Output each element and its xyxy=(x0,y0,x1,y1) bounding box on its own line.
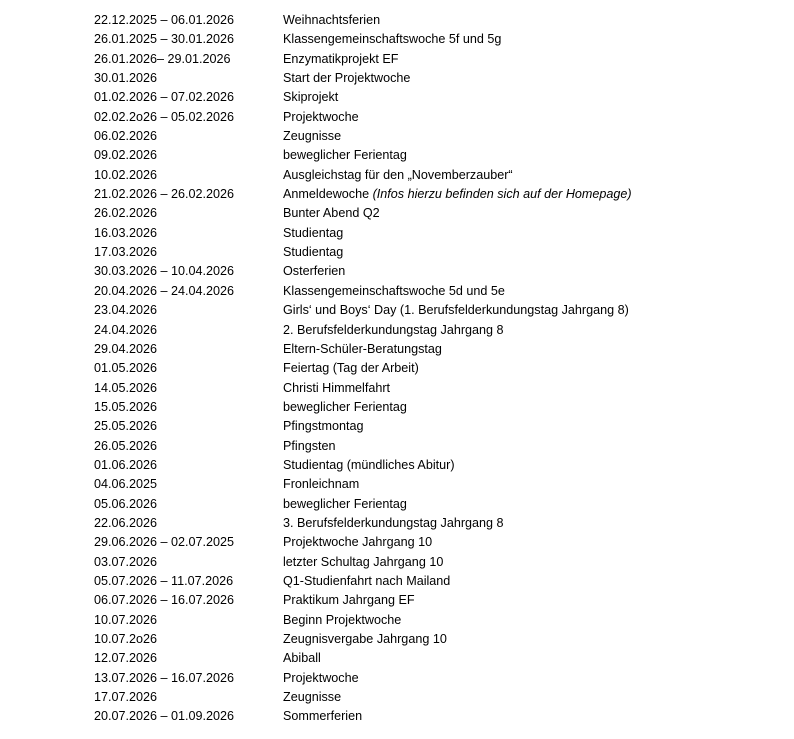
schedule-row xyxy=(94,108,774,127)
schedule-date: 20.04.2026 – 24.04.2026 xyxy=(94,283,235,298)
schedule-event-text: beweglicher Ferientag xyxy=(283,148,407,163)
schedule-event-text: Ausgleichstag für den „Novemberzauber“ xyxy=(283,167,513,182)
schedule-date: 15.05.2026 xyxy=(94,399,158,414)
schedule-event xyxy=(283,30,774,49)
schedule-event-text: Anmeldewoche xyxy=(283,187,373,202)
schedule-date: 14.05.2026 xyxy=(94,380,158,395)
schedule-event xyxy=(283,204,774,223)
schedule-row xyxy=(94,437,774,456)
schedule-event-text: Eltern-Schüler-Beratungstag xyxy=(283,341,442,356)
schedule-row xyxy=(94,707,774,726)
schedule-event-text: Girls‘ und Boys‘ Day (1. Berufsfelderkundungstag Jahrgang 8) xyxy=(283,303,629,318)
schedule-event xyxy=(283,88,774,107)
schedule-row xyxy=(94,69,774,88)
schedule-event-text: Zeugnisse xyxy=(283,129,342,144)
schedule-date: 25.05.2026 xyxy=(94,419,158,434)
schedule-event xyxy=(283,553,774,572)
schedule-row xyxy=(94,11,774,30)
schedule-event-text: Weihnachtsferien xyxy=(283,13,381,27)
schedule-event xyxy=(283,185,774,204)
schedule-event xyxy=(283,688,774,707)
schedule-event-text: Bunter Abend Q2 xyxy=(283,206,380,221)
schedule-date: 22.12.2025 – 06.01.2026 xyxy=(94,13,235,27)
schedule-date: 02.02.2o26 – 05.02.2026 xyxy=(94,109,235,124)
schedule-event xyxy=(283,340,774,359)
schedule-row xyxy=(94,495,774,514)
schedule-date: 26.01.2025 – 30.01.2026 xyxy=(94,32,235,47)
schedule-event xyxy=(283,572,774,591)
schedule-event xyxy=(283,707,774,726)
schedule-event-text: 3. Berufsfelderkundungstag Jahrgang 8 xyxy=(283,515,504,530)
schedule-event xyxy=(283,495,774,514)
schedule-date: 12.07.2026 xyxy=(94,651,158,666)
schedule-row xyxy=(94,379,774,398)
schedule-event xyxy=(283,437,774,456)
schedule-date: 05.06.2026 xyxy=(94,496,158,511)
schedule-list xyxy=(94,11,774,727)
schedule-event xyxy=(283,514,774,533)
schedule-row xyxy=(94,688,774,707)
schedule-row xyxy=(94,282,774,301)
schedule-date: 05.07.2026 – 11.07.2026 xyxy=(94,573,234,588)
schedule-date: 17.03.2026 xyxy=(94,245,158,260)
schedule-event xyxy=(283,398,774,417)
schedule-event xyxy=(283,11,774,30)
schedule-event-text: Studientag xyxy=(283,245,344,260)
schedule-date: 26.02.2026 xyxy=(94,206,158,221)
schedule-event-text: 2. Berufsfelderkundungstag Jahrgang 8 xyxy=(283,322,504,337)
schedule-row xyxy=(94,630,774,649)
schedule-date: 10.07.2026 xyxy=(94,612,158,627)
schedule-row xyxy=(94,591,774,610)
schedule-row xyxy=(94,340,774,359)
schedule-event xyxy=(283,224,774,243)
schedule-event xyxy=(283,108,774,127)
schedule-event xyxy=(283,146,774,165)
schedule-row xyxy=(94,301,774,320)
schedule-date: 13.07.2026 – 16.07.2026 xyxy=(94,670,235,685)
schedule-row xyxy=(94,514,774,533)
schedule-date: 24.04.2026 xyxy=(94,322,158,337)
schedule-row xyxy=(94,30,774,49)
schedule-event xyxy=(283,379,774,398)
schedule-event-text: Klassengemeinschaftswoche 5f und 5g xyxy=(283,32,502,47)
schedule-row xyxy=(94,166,774,185)
schedule-date: 10.02.2026 xyxy=(94,167,158,182)
schedule-event-text: Projektwoche xyxy=(283,670,359,685)
schedule-event xyxy=(283,630,774,649)
schedule-row xyxy=(94,572,774,591)
schedule-event xyxy=(283,456,774,475)
schedule-date: 06.07.2026 – 16.07.2026 xyxy=(94,593,235,608)
schedule-event xyxy=(283,359,774,378)
schedule-event xyxy=(283,417,774,436)
schedule-row xyxy=(94,669,774,688)
schedule-date: 29.04.2026 xyxy=(94,341,158,356)
schedule-event xyxy=(283,669,774,688)
schedule-date: 22.06.2026 xyxy=(94,515,158,530)
schedule-event-text: Sommerferien xyxy=(283,709,363,724)
schedule-date: 01.06.2026 xyxy=(94,457,158,472)
schedule-event-text: Studientag (mündliches Abitur) xyxy=(283,457,455,472)
schedule-event xyxy=(283,50,774,69)
schedule-date: 21.02.2026 – 26.02.2026 xyxy=(94,187,235,202)
schedule-date: 09.02.2026 xyxy=(94,148,158,163)
schedule-event xyxy=(283,69,774,88)
schedule-event-text: Feiertag (Tag der Arbeit) xyxy=(283,361,419,376)
schedule-event xyxy=(283,649,774,668)
schedule-event xyxy=(283,127,774,146)
schedule-event xyxy=(283,591,774,610)
schedule-event-text: Klassengemeinschaftswoche 5d und 5e xyxy=(283,283,505,298)
schedule-event xyxy=(283,166,774,185)
schedule-event xyxy=(283,321,774,340)
schedule-date: 20.07.2026 – 01.09.2026 xyxy=(94,709,235,724)
schedule-row xyxy=(94,204,774,223)
schedule-event-text: Q1-Studienfahrt nach Mailand xyxy=(283,573,451,588)
schedule-date: 03.07.2026 xyxy=(94,554,158,569)
schedule-event-text: Abiball xyxy=(283,651,321,666)
schedule-event-text: Pfingstmontag xyxy=(283,419,364,434)
schedule-date: 17.07.2026 xyxy=(94,690,158,705)
schedule-event-text: beweglicher Ferientag xyxy=(283,496,407,511)
schedule-event-text: beweglicher Ferientag xyxy=(283,399,407,414)
schedule-event-note: (Infos hierzu befinden sich auf der Homepage) xyxy=(372,187,632,202)
schedule-event xyxy=(283,475,774,494)
schedule-event xyxy=(283,282,774,301)
schedule-row xyxy=(94,456,774,475)
schedule-date: 01.05.2026 xyxy=(94,361,158,376)
schedule-row xyxy=(94,398,774,417)
schedule-event-text: Studientag xyxy=(283,225,344,240)
schedule-date: 23.04.2026 xyxy=(94,303,158,318)
schedule-date: 16.03.2026 xyxy=(94,225,158,240)
schedule-event-text: Pfingsten xyxy=(283,438,336,453)
schedule-event-text: Zeugnisse xyxy=(283,690,342,705)
schedule-row xyxy=(94,50,774,69)
schedule-event-text: Fronleichnam xyxy=(283,477,360,492)
schedule-row xyxy=(94,611,774,630)
schedule-row xyxy=(94,649,774,668)
schedule-row xyxy=(94,417,774,436)
schedule-row xyxy=(94,88,774,107)
schedule-event xyxy=(283,611,774,630)
schedule-event-text: Beginn Projektwoche xyxy=(283,612,402,627)
schedule-row xyxy=(94,553,774,572)
schedule-event xyxy=(283,301,774,320)
schedule-row xyxy=(94,262,774,281)
schedule-row xyxy=(94,224,774,243)
schedule-date: 04.06.2025 xyxy=(94,477,158,492)
schedule-event-text: letzter Schultag Jahrgang 10 xyxy=(283,554,444,569)
schedule-event xyxy=(283,262,774,281)
schedule-row xyxy=(94,475,774,494)
schedule-event-text: Christi Himmelfahrt xyxy=(283,380,391,395)
schedule-date: 10.07.2o26 xyxy=(94,632,158,646)
schedule-date: 30.01.2026 xyxy=(94,71,158,86)
schedule-event-text: Projektwoche xyxy=(283,109,359,124)
schedule-row xyxy=(94,127,774,146)
schedule-date: 29.06.2026 – 02.07.2025 xyxy=(94,535,235,550)
schedule-row xyxy=(94,185,774,204)
schedule-event xyxy=(283,243,774,262)
schedule-event xyxy=(283,533,774,552)
schedule-row xyxy=(94,321,774,340)
schedule-event-text: Projektwoche Jahrgang 10 xyxy=(283,535,433,550)
schedule-row xyxy=(94,243,774,262)
schedule-event-text: Zeugnisvergabe Jahrgang 10 xyxy=(283,632,447,646)
schedule-event-text: Enzymatikprojekt EF xyxy=(283,51,399,66)
schedule-date: 26.01.2026– 29.01.2026 xyxy=(94,51,231,66)
schedule-event-text: Praktikum Jahrgang EF xyxy=(283,593,415,608)
schedule-event-text: Skiprojekt xyxy=(283,90,339,105)
schedule-date: 30.03.2026 – 10.04.2026 xyxy=(94,264,235,279)
schedule-event-text: Osterferien xyxy=(283,264,346,279)
schedule-row xyxy=(94,359,774,378)
schedule-date: 26.05.2026 xyxy=(94,438,158,453)
schedule-event-text: Start der Projektwoche xyxy=(283,71,411,86)
schedule-row xyxy=(94,146,774,165)
schedule-date: 01.02.2026 – 07.02.2026 xyxy=(94,90,235,105)
schedule-row xyxy=(94,533,774,552)
schedule-date: 06.02.2026 xyxy=(94,129,158,144)
